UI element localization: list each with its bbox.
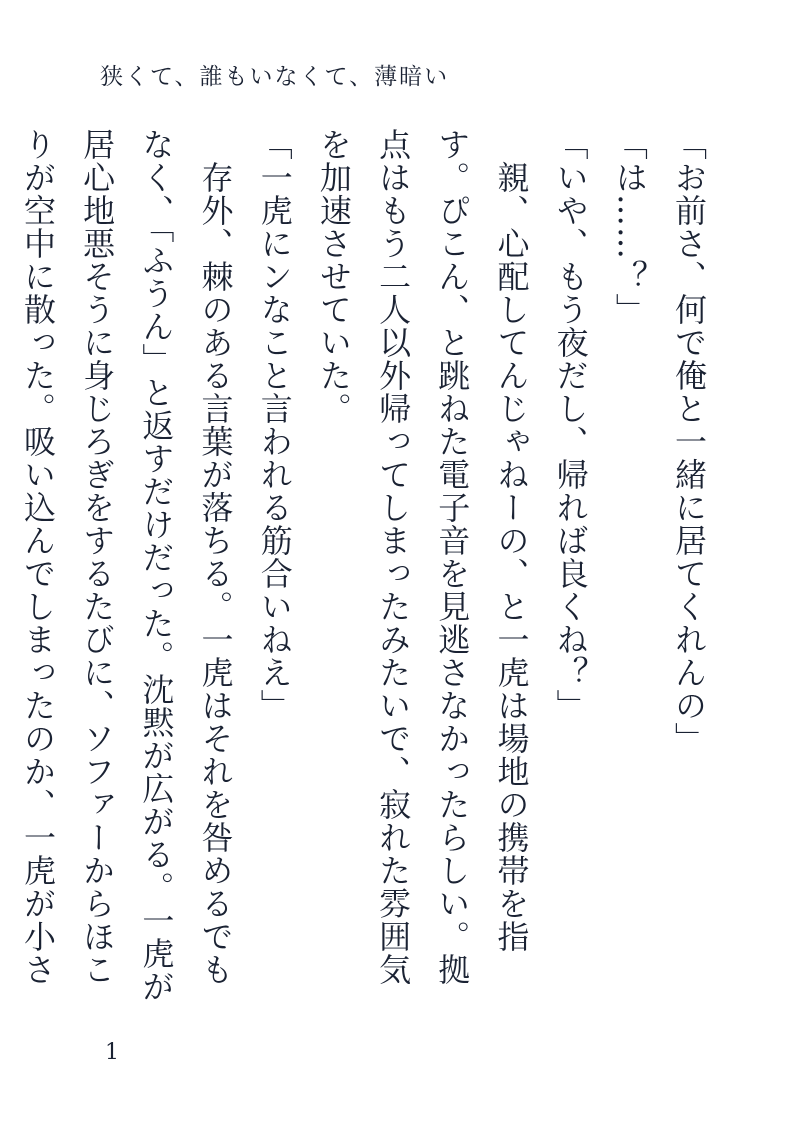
text-line: 親、心配してんじゃねーの、と一虎は場地の携帯を指す。ぴこん、と跳ねた電子音を見逃さなかったらしい。拠点はもう二人以外帰ってしまったみたいで、寂れた雰囲気を加速させていた。 <box>314 128 531 986</box>
vertical-body-text <box>18 128 718 1008</box>
text-line: 「いや、もう夜だし、帰れば良くね？」 <box>551 128 590 722</box>
text-line: 存外、棘のある言葉が落ちる。一虎はそれを咎めるでもなく、「ふうん」と返すだけだった。沈黙が広がる。一虎が居心地悪そうに身じろぎをするたびに、ソファーからほこりが空中に散った。吸い込んでしまったのか、一虎が小さ <box>18 128 235 1003</box>
running-header-title: 狭くて、誰もいなくて、薄暗い <box>100 64 450 90</box>
page-number: 1 <box>105 1040 119 1065</box>
text-line: 「は……？」 <box>610 128 649 326</box>
text-line: 「お前さ、何で俺と一緒に居てくれんの」 <box>670 128 708 755</box>
text-line: 「一虎にンなこと言われる筋合いねえ」 <box>255 128 294 722</box>
